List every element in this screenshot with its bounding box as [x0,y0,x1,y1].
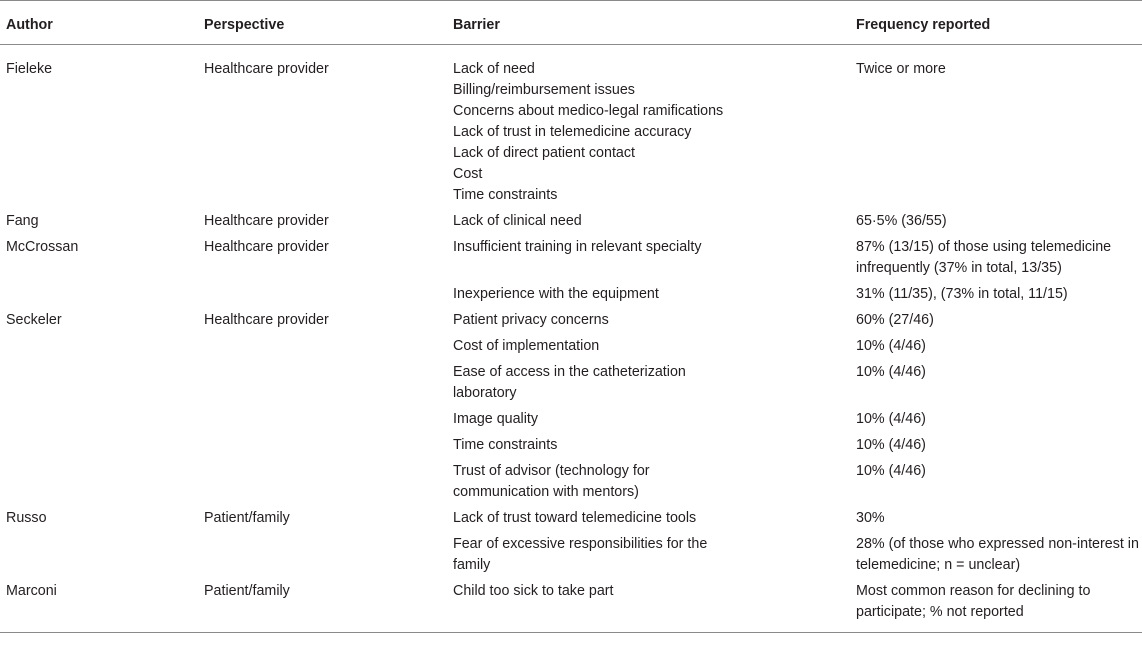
frequency-cell: 10% (4/46) [856,463,926,479]
table-row [0,576,1142,633]
table-row [0,305,1142,331]
table-row [0,206,1142,232]
author-cell: Fang [6,213,39,229]
header-barrier: Barrier [447,1,850,45]
frequency-cell: 10% (4/46) [856,338,926,354]
frequency-cell: Most common reason for declining to participate; % not reported [850,576,1142,633]
author-cell: Russo [6,510,47,526]
table-header [0,1,1142,45]
barrier-cell [447,45,850,207]
barrier-cell: Image quality [453,411,539,427]
table-row [0,503,1142,529]
table-row [0,456,1142,503]
barrier-item: Concerns about medico-legal ramifications [453,103,724,119]
author-cell: Seckeler [6,312,62,328]
perspective-cell [198,404,447,430]
frequency-cell: 65·5% (36/55) [856,213,947,229]
author-cell: McCrossan [6,239,79,255]
barrier-cell: Cost of implementation [453,338,600,354]
table-body [0,45,1142,633]
table-row [0,430,1142,456]
frequency-cell: 87% (13/15) of those using telemedicine infrequently (37% in total, 13/35) [856,239,1112,276]
table-row [0,331,1142,357]
barrier-cell: Inexperience with the equipment [453,286,659,302]
perspective-cell [198,529,447,576]
author-cell [0,456,198,503]
header-author: Author [0,1,198,45]
table-row [0,45,1142,207]
barrier-cell: Ease of access in the catheterization laboratory [453,364,686,401]
author-cell: Marconi [0,576,198,633]
barrier-item: Time constraints [453,187,558,203]
table-row [0,404,1142,430]
barrier-cell: Lack of trust toward telemedicine tools [453,510,697,526]
barrier-item: Lack of direct patient contact [453,145,635,161]
table-row [0,529,1142,576]
barrier-cell: Trust of advisor (technology for communication with mentors) [453,463,650,500]
barrier-item: Billing/reimbursement issues [453,82,635,98]
barrier-cell: Child too sick to take part [447,576,850,633]
perspective-cell: Healthcare provider [204,312,329,328]
header-row [0,1,1142,45]
author-cell [0,529,198,576]
table-row [0,279,1142,305]
barrier-cell: Patient privacy concerns [453,312,609,328]
barrier-cell: Fear of excessive responsibilities for the family [453,536,708,573]
perspective-cell: Healthcare provider [204,213,329,229]
author-cell [0,357,198,404]
barrier-item: Cost [453,166,483,182]
perspective-cell [198,430,447,456]
author-cell [0,279,198,305]
perspective-cell: Patient/family [204,510,290,526]
perspective-cell: Healthcare provider [204,61,329,77]
frequency-cell: 10% (4/46) [856,411,926,427]
perspective-cell: Patient/family [198,576,447,633]
frequency-cell: 28% (of those who expressed non-interest in telemedicine; n = unclear) [856,536,1139,573]
perspective-cell [198,279,447,305]
table-row [0,357,1142,404]
frequency-cell: 10% (4/46) [856,437,926,453]
author-cell [0,404,198,430]
perspective-cell [198,357,447,404]
author-cell: Fieleke [6,61,53,77]
barrier-cell: Time constraints [453,437,558,453]
header-frequency: Frequency reported [850,1,1142,45]
frequency-cell: Twice or more [856,61,946,77]
frequency-cell: 31% (11/35), (73% in total, 11/15) [856,286,1068,302]
perspective-cell [198,331,447,357]
header-perspective: Perspective [198,1,447,45]
author-cell [0,430,198,456]
author-cell [0,331,198,357]
barrier-item: Lack of need [453,61,535,77]
barrier-cell: Insufficient training in relevant specialty [453,239,702,255]
perspective-cell: Healthcare provider [204,239,329,255]
barrier-cell: Lack of clinical need [453,213,582,229]
frequency-cell: 30% [856,510,885,526]
table-row [0,232,1142,279]
barrier-item: Lack of trust in telemedicine accuracy [453,124,692,140]
frequency-cell: 10% (4/46) [856,364,926,380]
perspective-cell [198,456,447,503]
frequency-cell: 60% (27/46) [856,312,934,328]
